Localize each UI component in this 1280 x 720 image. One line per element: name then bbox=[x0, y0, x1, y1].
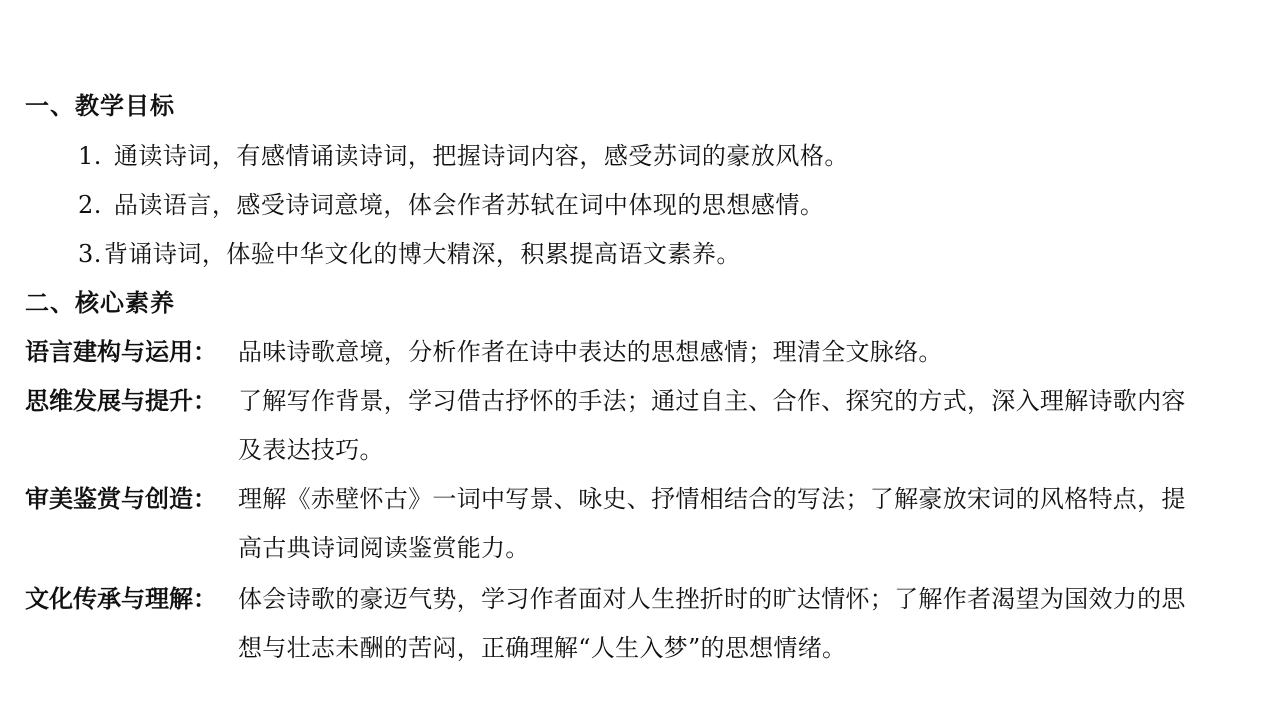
literacy-text: 品味诗歌意境，分析作者在诗中表达的思想感情；理清全文脉络。 bbox=[238, 338, 943, 366]
section-heading-core-literacy: 二、核心素养 bbox=[25, 288, 175, 317]
teaching-goal-item bbox=[78, 238, 741, 270]
goal-text: 背诵诗词，体验中华文化的博大精深，积累提高语文素养。 bbox=[103, 240, 741, 268]
literacy-text: 体会诗歌的豪迈气势，学习作者面对人生挫折时的旷达情怀；了解作者渴望为国效力的思想与壮志未酬的苦闷，正确理解“人生入梦”的思想情绪。 bbox=[238, 585, 1186, 662]
literacy-label: 思维发展与提升： bbox=[25, 386, 217, 415]
goal-number: 1. bbox=[78, 142, 102, 170]
literacy-label: 文化传承与理解： bbox=[25, 584, 217, 613]
goal-number: 3. bbox=[78, 240, 102, 268]
literacy-label: 审美鉴赏与创造： bbox=[25, 484, 217, 513]
teaching-goal-item bbox=[78, 189, 824, 221]
literacy-text: 理解《赤壁怀古》一词中写景、咏史、抒情相结合的写法；了解豪放宋词的风格特点，提高古典诗词阅读鉴赏能力。 bbox=[238, 485, 1186, 562]
goal-number: 2. bbox=[78, 191, 102, 219]
goal-text: 通读诗词，有感情诵读诗词，把握诗词内容，感受苏词的豪放风格。 bbox=[113, 142, 849, 170]
literacy-text: 了解写作背景，学习借古抒怀的手法；通过自主、合作、探究的方式，深入理解诗歌内容及表达技巧。 bbox=[238, 387, 1186, 464]
goal-text: 品读语言，感受诗词意境，体会作者苏轼在词中体现的思想感情。 bbox=[113, 191, 825, 219]
section-heading-teaching-goals: 一、教学目标 bbox=[25, 91, 175, 120]
teaching-goal-item bbox=[78, 140, 849, 172]
literacy-label: 语言建构与运用： bbox=[25, 337, 217, 366]
